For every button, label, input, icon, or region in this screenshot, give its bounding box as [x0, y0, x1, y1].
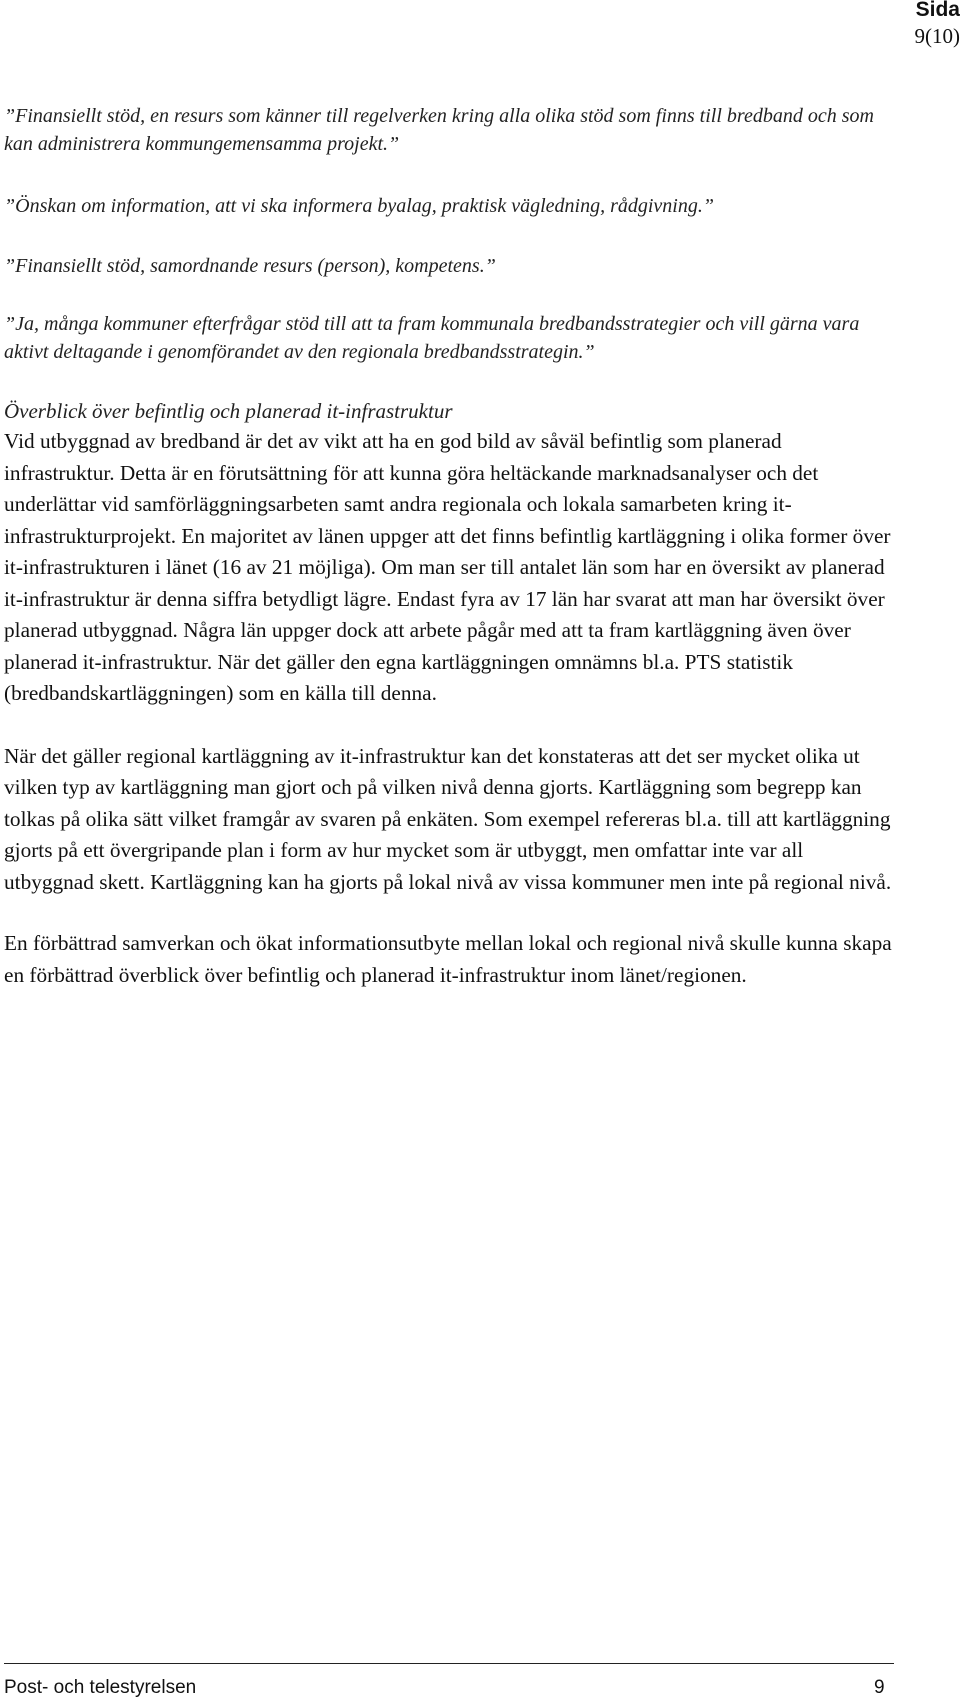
header-sida-label: Sida: [915, 0, 960, 21]
footer-page-number: 9: [874, 1677, 885, 1698]
quote-4: ”Ja, många kommuner efterfrågar stöd till att ta fram kommunala bredbandsstrategier och vill gärna vara aktivt deltagande i genomförandet av den regionala bredbandsstrategin.”: [4, 313, 860, 363]
body-paragraph-1: Vid utbyggnad av bredband är det av vikt att ha en god bild av såväl befintlig som planerad infrastruktur. Detta är en förutsättning för att kunna göra heltäckande marknadsanalyser och det underlättar vid samförläggningsarbeten samt andra regionala och lokala samarbeten kring it-infrastrukturprojekt. En majoritet av länen uppger att det finns befintlig kartläggning i olika former över it-infrastrukturen i länet (16 av 21 möjliga). Om man ser till antalet län som har en översikt av planerad it-infrastruktur är denna siffra betydligt lägre. Endast fyra av 17 län har svarat att man har översikt över planerad utbyggnad. Några län uppger dock att arbete pågår med att ta fram kartläggning även över planerad it-infrastruktur. När det gäller den egna kartläggningen omnämns bl.a. PTS statistik (bredbandskartläggningen) som en källa till denna.: [4, 429, 891, 705]
footer-divider: [4, 1663, 894, 1664]
section-heading: Överblick över befintlig och planerad it-infrastruktur: [4, 399, 453, 423]
quote-1: ”Finansiellt stöd, en resurs som känner till regelverken kring alla olika stöd som finns till bredband och som kan administrera kommungemensamma projekt.”: [4, 105, 874, 155]
header-page-indicator: 9(10): [914, 24, 960, 48]
footer-organization: Post- och telestyrelsen: [4, 1677, 197, 1698]
document-body: [4, 102, 894, 1021]
quote-2: ”Önskan om information, att vi ska informera byalag, praktisk vägledning, rådgivning.”: [4, 195, 714, 217]
body-paragraph-2: När det gäller regional kartläggning av it-infrastruktur kan det konstateras att det ser mycket olika ut vilken typ av kartläggning man gjort och på vilken nivå denna gjorts. Kartläggning som begrepp kan tolkas på olika sätt vilket framgår av svaren på enkäten. Som exempel refereras bl.a. till att kartläggning gjorts på ett övergripande plan i form av hur mycket som är utbyggt, men omfattar inte var all utbyggnad skett. Kartläggning kan ha gjorts på lokal nivå av vissa kommuner men inte på regional nivå.: [4, 743, 892, 894]
quote-3: ”Finansiellt stöd, samordnande resurs (person), kompetens.”: [4, 255, 496, 277]
body-paragraph-3: En förbättrad samverkan och ökat informationsutbyte mellan lokal och regional nivå skulle kunna skapa en förbättrad överblick över befintlig och planerad it-infrastruktur inom länet/regionen.: [4, 931, 892, 987]
